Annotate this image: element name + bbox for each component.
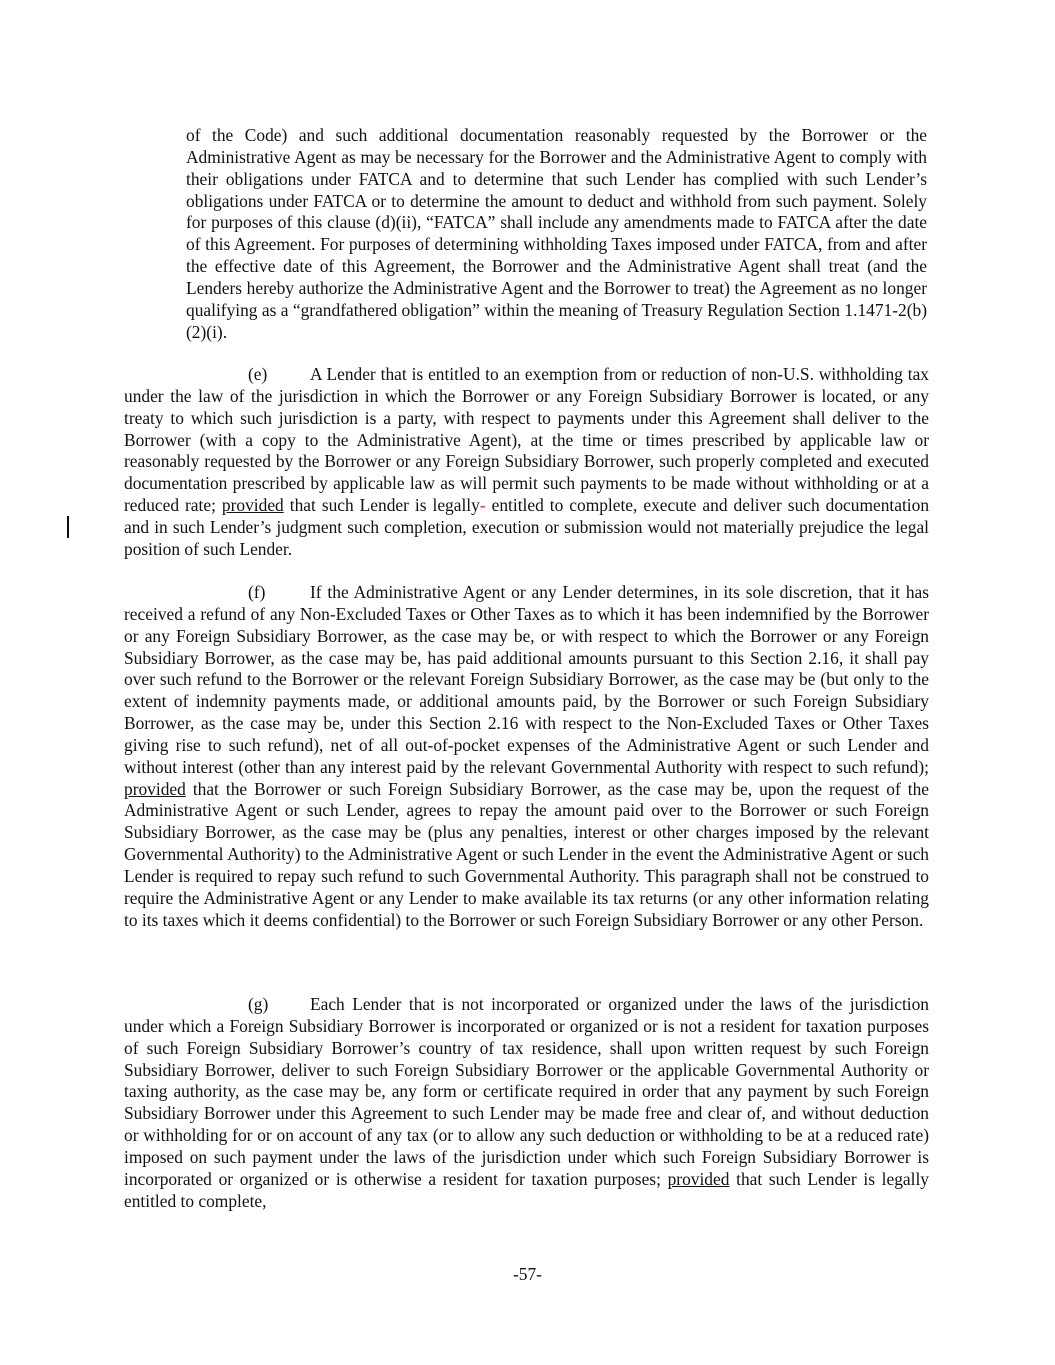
paragraph-label: (f) bbox=[248, 582, 266, 602]
paragraph-text: that such Lender is legally entitled to complete, bbox=[124, 1168, 929, 1211]
paragraph-text: Each Lender that is not incorporated or organized under the laws of the jurisdiction under which a Foreign Subsidiary Borrower is incorporated or organized or is not a resident for taxation purposes of such Foreign Subsidiary Borrower’s country of tax residence, shall upon written request by such Foreign Subsidiary Borrower, deliver to such Foreign Subsidiary Borrower or the applicable Governmental Authority or taxing authority, as the case may be, any form or certificate required in order that any payment by such Foreign Subsidiary Borrower under this Agreement to such Lender may be made free and clear of, and without deduction or withholding for or on account of any tax (or to allow any such deduction or withholding to be at a reduced rate) imposed on such payment under the laws of the jurisdiction under which such Foreign Subsidiary Borrower is incorporated or organized or is otherwise a resident for taxation purposes; bbox=[124, 994, 929, 1189]
paragraph-f bbox=[124, 582, 929, 932]
paragraph-g bbox=[124, 994, 929, 1212]
paragraph-text: of the Code) and such additional documentation reasonably requested by the Borrower or the Administrative Agent as may be necessary for the Borrower and the Administrative Agent to comply with their obligations under FATCA and to determine that such Lender has complied with such Lender’s obligations under FATCA or to determine the amount to deduct and withhold from such payment. Solely for purposes of this clause (d)(ii), “FATCA” shall include any amendments made to FATCA after the date of this Agreement. For purposes of determining withholding Taxes imposed under FATCA, from and after the effective date of this Agreement, the Borrower and the Administrative Agent shall treat (and the Lenders hereby authorize the Administrative Agent and the Borrower to treat) the Agreement as no longer qualifying as a “grandfathered obligation” within the meaning of Treasury Regulation Section 1.1471-2(b)(2)(i). bbox=[186, 125, 927, 342]
paragraph-e bbox=[124, 364, 929, 561]
paragraph-text: that such Lender is legally bbox=[289, 495, 480, 516]
revision-change-bar bbox=[67, 516, 69, 538]
provided-term: provided bbox=[221, 495, 284, 516]
paragraph-label: (e) bbox=[248, 364, 268, 384]
deletion-mark: - bbox=[479, 495, 486, 516]
paragraph-text: entitled to complete, execute and deliver such documentation and in such Lender’s judgment such completion, execution or submission would not materially prejudice the legal position of such Lender. bbox=[124, 495, 930, 559]
continued-paragraph-d bbox=[186, 125, 927, 343]
paragraph-text: If the Administrative Agent or any Lender determines, in its sole discretion, that it has received a refund of any Non-Excluded Taxes or Other Taxes as to which it has been indemnified by the Borrower or any Foreign Subsidiary Borrower, as the case may be, or with respect to which the Borrower or any Foreign Subsidiary Borrower, as the case may be, has paid additional amounts pursuant to this Section 2.16, it shall pay over such refund to the Borrower or the relevant Foreign Subsidiary Borrower, as the case may be (but only to the extent of indemnity payments made, or additional amounts paid, by the Borrower or such Foreign Subsidiary Borrower, as the case may be, under this Section 2.16 with respect to the Non-Excluded Taxes or Other Taxes giving rise to such refund), net of all out-of-pocket expenses of the Administrative Agent or such Lender and without interest (other than any interest paid by the relevant Governmental Authority with respect to such refund); bbox=[124, 582, 929, 777]
page-number: -57- bbox=[513, 1264, 542, 1284]
paragraph-label: (g) bbox=[248, 994, 269, 1014]
paragraph-text: A Lender that is entitled to an exemption from or reduction of non-U.S. withholding tax under the law of the jurisdiction in which the Borrower or any Foreign Subsidiary Borrower is located, or any treaty to which such jurisdiction is a party, with respect to payments under this Agreement shall deliver to the Borrower (with a copy to the Administrative Agent), at the time or times prescribed by applicable law or reasonably requested by the Borrower or any Foreign Subsidiary Borrower, such properly completed and executed documentation prescribed by applicable law as will permit such payments to be made without withholding or at a reduced rate; bbox=[124, 364, 929, 516]
paragraph-text: that the Borrower or such Foreign Subsidiary Borrower, as the case may be, upon the request of the Administrative Agent or such Lender, agrees to repay the amount paid over to the Borrower or such Foreign Subsidiary Borrower, as the case may be (plus any penalties, interest or other charges imposed by the relevant Governmental Authority) to the Administrative Agent or such Lender in the event the Administrative Agent or such Lender is required to repay such refund to such Governmental Authority. This paragraph shall not be construed to require the Administrative Agent or any Lender to make available its tax returns (or any other information relating to its taxes which it deems confidential) to the Borrower or such Foreign Subsidiary Borrower or any other Person. bbox=[124, 778, 929, 930]
provided-term: provided bbox=[124, 778, 186, 799]
provided-term: provided bbox=[667, 1168, 730, 1189]
